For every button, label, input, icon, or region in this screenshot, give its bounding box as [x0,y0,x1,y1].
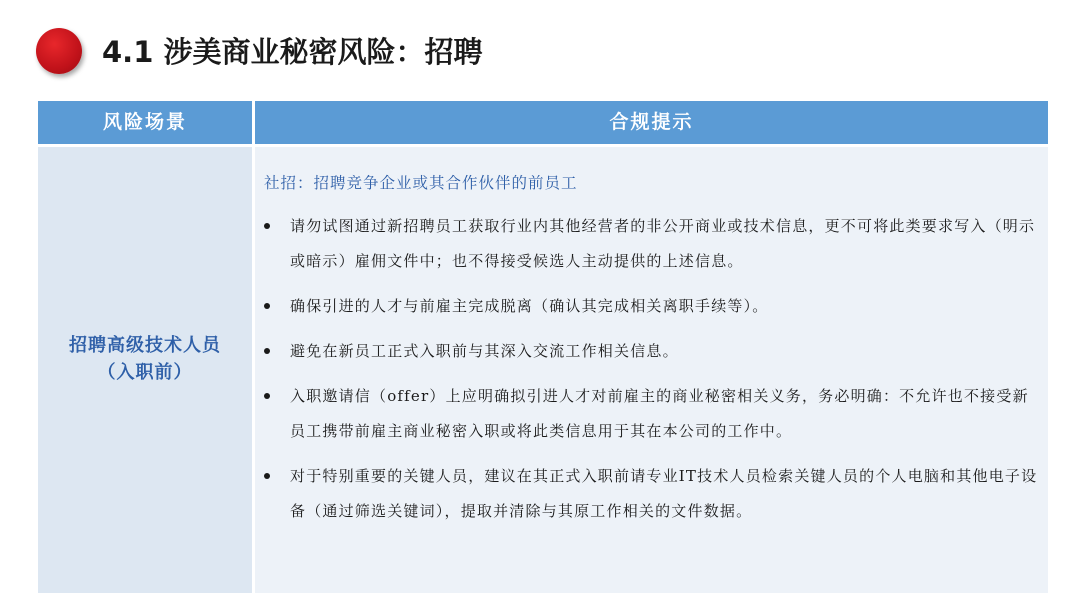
bullet-dot-icon [264,303,270,309]
table-body [38,147,1048,593]
list-item [255,459,1048,529]
bullet-dot-icon [264,473,270,479]
tip-bullet-list [255,209,1048,539]
bullet-dot-icon [264,393,270,399]
bullet-text: 入职邀请信（offer）上应明确拟引进人才对前雇主的商业秘密相关义务，务必明确：不允许也不接受新员工携带前雇主商业秘密入职或将此类信息用于其在本公司的工作中。 [290,387,1029,440]
bullet-text: 确保引进的人才与前雇主完成脱离（确认其完成相关离职手续等）。 [290,297,769,315]
tip-cell [255,147,1048,593]
table-header [38,101,1048,144]
list-item [255,379,1048,449]
compliance-table [38,101,1048,593]
slide-title: 4.1 涉美商业秘密风险：招聘 [102,35,483,69]
scene-line-2: （入职前） [97,362,193,383]
scene-line-1: 招聘高级技术人员 [69,335,221,356]
list-item [255,334,1048,369]
bullet-text: 对于特别重要的关键人员，建议在其正式入职前请专业IT技术人员检索关键人员的个人电脑和其他电子设备（通过筛选关键词），提取并清除与其原工作相关的文件数据。 [290,467,1038,520]
bullet-dot-icon [264,223,270,229]
scene-text [38,332,252,386]
list-item [255,289,1048,324]
header-compliance-tip: 合规提示 [609,111,694,133]
scene-cell [38,147,252,593]
bullet-text: 避免在新员工正式入职前与其深入交流工作相关信息。 [290,342,679,360]
list-item [255,209,1048,279]
bullet-text: 请勿试图通过新招聘员工获取行业内其他经营者的非公开商业或技术信息，更不可将此类要求写入（明示或暗示）雇佣文件中；也不得接受候选人主动提供的上述信息。 [290,217,1036,270]
bullet-dot-icon [264,348,270,354]
title-bullet-circle-icon [36,28,82,74]
tip-heading: 社招：招聘竞争企业或其合作伙伴的前员工 [264,174,578,192]
header-risk-scene: 风险场景 [102,111,187,133]
